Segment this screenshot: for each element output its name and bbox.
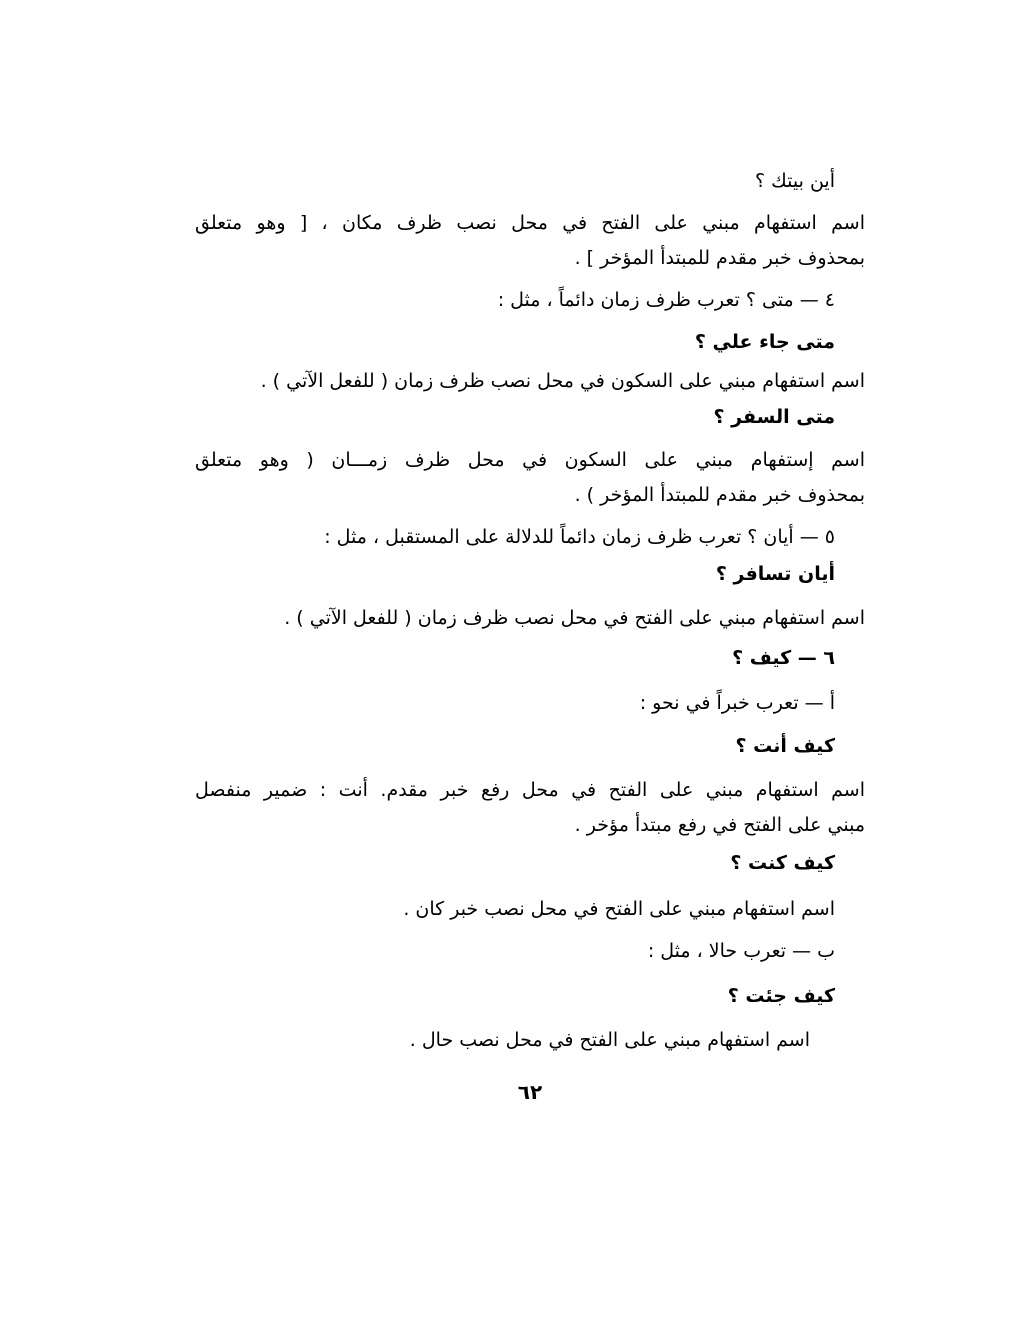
parse-line: اسم استفهام مبني على الفتح في محل نصب خبر كان . [403, 898, 835, 920]
example-sentence: كيف جئت ؟ [727, 985, 835, 1007]
example-sentence: متى السفر ؟ [713, 406, 835, 428]
parse-line: اسم استفهام مبني على الفتح في محل نصب حال . [409, 1029, 810, 1051]
example-sentence: متى جاء علي ؟ [694, 331, 835, 353]
subsection-b: ب — تعرب حالا ، مثل : [647, 940, 835, 962]
example-where-your-house: أين بيتك ؟ [755, 170, 835, 192]
subsection-a: أ — تعرب خبراً في نحو : [639, 692, 835, 714]
parse-line: اسم استفهام مبني على الفتح في محل نصب ظرف مكان ، [ وهو متعلق [195, 212, 865, 234]
parse-line: اسم استفهام مبني على السكون في محل نصب ظرف زمان ( للفعل الآتي ) . [260, 370, 865, 392]
parse-line: اسم إستفهام مبني على السكون في محل ظرف زمـــان ( وهو متعلق [195, 449, 865, 471]
parse-line: اسم استفهام مبني على الفتح في محل رفع خبر مقدم. أنت : ضمير منفصل [195, 779, 865, 801]
parse-line: مبني على الفتح في رفع مبتدأ مؤخر . [574, 814, 865, 836]
example-sentence: أيان تسافر ؟ [715, 563, 835, 585]
section-heading-6: ٦ — كيف ؟ [732, 647, 835, 669]
example-sentence: كيف كنت ؟ [730, 852, 835, 874]
parse-line: اسم استفهام مبني على الفتح في محل نصب ظرف زمان ( للفعل الآتي ) . [284, 607, 865, 629]
parse-line: بمحذوف خبر مقدم للمبتدأ المؤخر ) . [574, 484, 865, 506]
parse-line: بمحذوف خبر مقدم للمبتدأ المؤخر ] . [574, 247, 865, 269]
example-sentence: كيف أنت ؟ [735, 735, 835, 757]
section-heading-5: ٥ — أيان ؟ تعرب ظرف زمان دائماً للدلالة على المستقبل ، مثل : [324, 526, 835, 548]
section-heading-4: ٤ — متى ؟ تعرب ظرف زمان دائماً ، مثل : [497, 289, 835, 311]
page-number: ٦٢ [517, 1080, 543, 1104]
